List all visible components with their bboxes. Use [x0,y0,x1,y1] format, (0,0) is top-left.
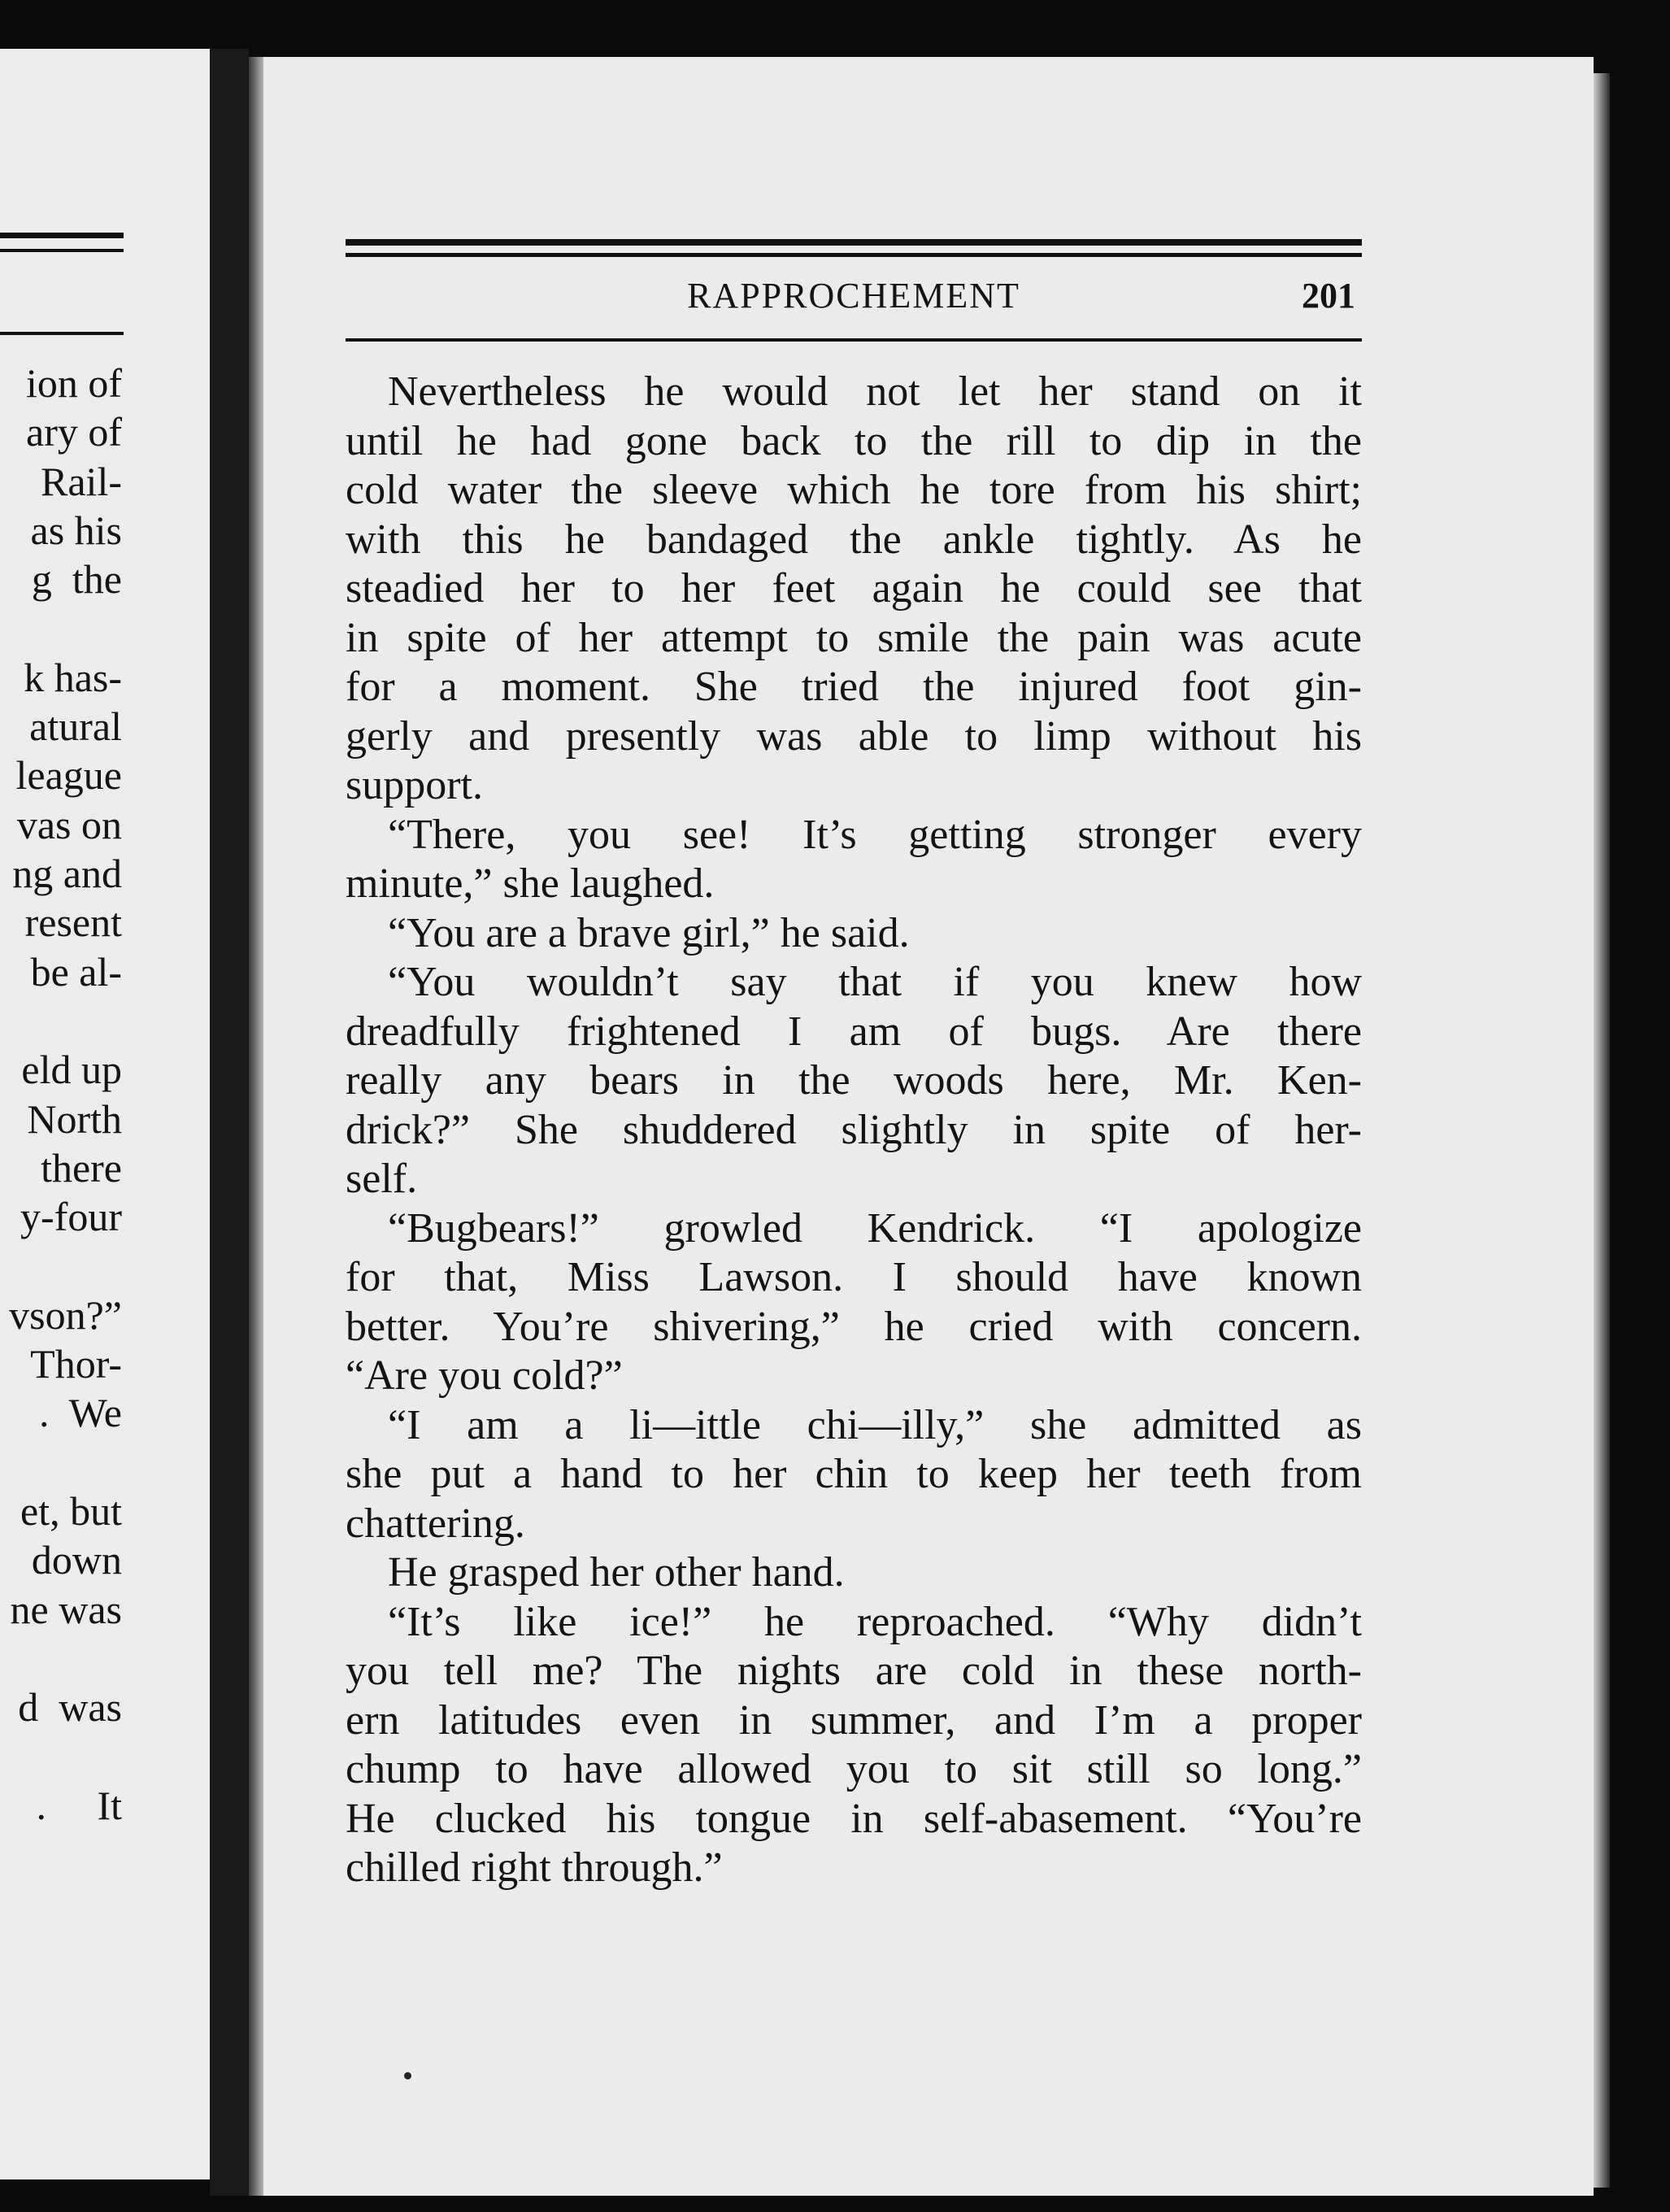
previous-page-line: et, but [20,1487,122,1534]
previous-page-line: resent [24,899,122,946]
text-line: “Are you cold?” [346,1352,623,1399]
running-header [346,272,1362,320]
previous-page-fragment [0,49,210,2179]
text-line: “You wouldn’t say that if you knew how [388,959,1362,1005]
text-line: in spite of her attempt to smile the pain was acute [346,614,1362,661]
previous-page-line: eld up [21,1047,122,1093]
page-edge-shadow [1594,73,1610,2188]
previous-page-line: North [27,1095,122,1142]
text-line: she put a hand to her chin to keep her teeth from [346,1451,1362,1497]
previous-page-head-rule [0,332,124,335]
text-line: drick?” She shuddered slightly in spite of her- [346,1106,1362,1153]
text-line: “Bugbears!” growled Kendrick. “I apologize [388,1204,1362,1252]
previous-page-top-rule [0,233,124,252]
previous-page-line: k has- [24,654,122,700]
text-line: you tell me? The nights are cold in these north- [346,1648,1362,1694]
previous-page-line: ary of [26,409,122,455]
text-line: chilled right through.” [346,1844,723,1891]
text-line: “It’s like ice!” he reproached. “Why didn’t [388,1598,1362,1645]
previous-page-line: g the [31,556,122,603]
text-line: chattering. [346,1500,525,1547]
text-line: better. You’re shivering,” he cried with concern. [346,1303,1362,1350]
previous-page-line: down [31,1537,122,1583]
previous-page-line: . It [36,1782,122,1828]
text-line: for that, Miss Lawson. I should have known [346,1254,1362,1300]
text-line: He grasped her other hand. [388,1549,845,1596]
previous-page-line: be al- [30,948,122,995]
page-number: 201 [1302,276,1355,316]
previous-page-line: Thor- [30,1341,122,1387]
body-text [346,368,1362,1893]
previous-page-line: vson?” [9,1291,122,1338]
text-line: “There, you see! It’s getting stronger every [388,811,1362,858]
gutter-shadow [249,57,263,2196]
text-line: ern latitudes even in summer, and I’m a proper [346,1696,1362,1744]
text-line: chump to have allowed you to sit still so long.” [346,1746,1362,1792]
previous-page-line: there [41,1144,122,1191]
previous-page-line: y-four [20,1194,122,1240]
previous-page-line: atural [29,703,122,750]
text-line: with this he bandaged the ankle tightly. As he [346,516,1362,563]
text-line: steadied her to her feet again he could see that [346,565,1362,612]
text-line: self. [346,1156,418,1202]
text-line: dreadfully frightened I am of bugs. Are there [346,1008,1362,1055]
page-top-double-rule [346,239,1362,257]
previous-page-line: . We [39,1390,122,1436]
previous-page-line: ne was [10,1586,122,1632]
text-line: support. [346,762,483,808]
book-gutter [210,49,249,2196]
previous-page-line: d was [18,1684,122,1731]
text-line: really any bears in the woods here, Mr. Ken- [346,1057,1362,1104]
text-line: Nevertheless he would not let her stand on it [388,368,1362,415]
text-line: “You are a brave girl,” he said. [388,909,910,956]
previous-page-line: vas on [16,801,122,847]
text-line: He clucked his tongue in self-abasement. “You’re [346,1795,1362,1842]
header-rule [346,338,1362,342]
text-line: until he had gone back to the rill to dip in the [346,417,1362,464]
previous-page-line: ion of [25,360,122,406]
previous-page-line: league [15,752,122,799]
previous-page-line: Rail- [41,458,122,504]
text-line: gerly and presently was able to limp without his [346,712,1362,760]
ink-speck [404,2072,411,2079]
text-line: for a moment. She tried the injured foot gin- [346,664,1362,710]
text-line: minute,” she laughed. [346,860,715,907]
previous-page-line: ng and [12,851,122,896]
text-line: “I am a li—ittle chi—illy,” she admitted as [388,1401,1362,1448]
text-line: cold water the sleeve which he tore from his shirt; [346,467,1362,513]
running-title: RAPPROCHEMENT [687,276,1020,316]
previous-page-line: as his [30,507,122,553]
